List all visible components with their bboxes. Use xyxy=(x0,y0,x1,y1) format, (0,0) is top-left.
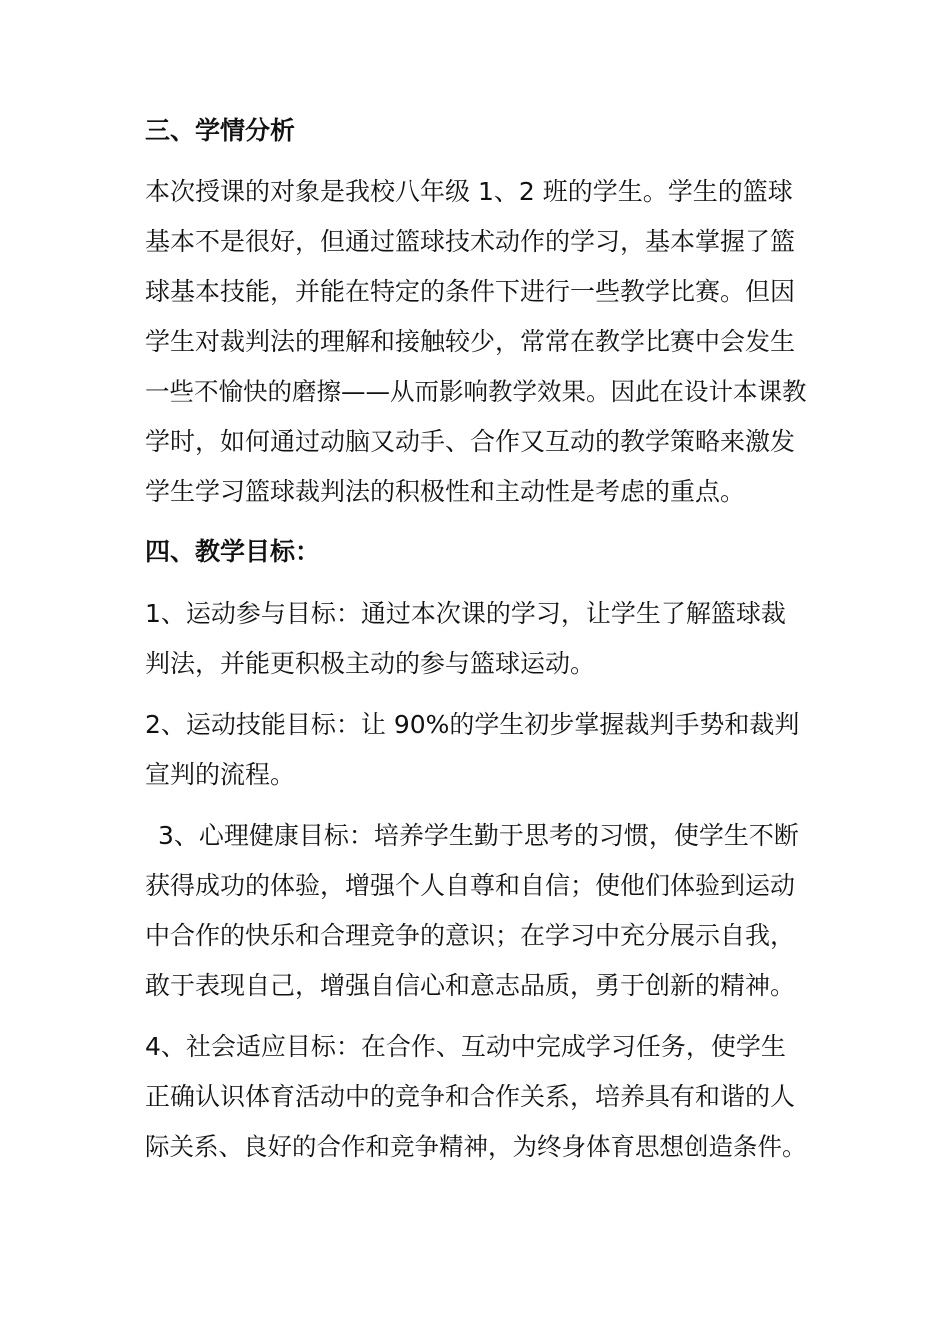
section-3-line-5: 一些不愉快的磨擦——从而影响教学效果。因此在设计本课教 xyxy=(145,377,807,406)
section-3-line-4: 学生对裁判法的理解和接触较少，常常在教学比赛中会发生 xyxy=(145,327,796,356)
goal-1-line-1: 1、运动参与目标：通过本次课的学习，让学生了解篮球裁 xyxy=(145,599,786,628)
goal-3-line-4: 敢于表现自己，增强自信心和意志品质，勇于创新的精神。 xyxy=(145,971,796,1000)
goal-2-line-1: 2、运动技能目标：让 90%的学生初步掌握裁判手势和裁判 xyxy=(145,710,800,739)
section-3-line-6: 学时，如何通过动脑又动手、合作又互动的教学策略来激发 xyxy=(145,427,796,456)
goal-4-line-3: 际关系、良好的合作和竞争精神，为终身体育思想创造条件。 xyxy=(145,1132,807,1161)
goal-3-line-2: 获得成功的体验，增强个人自尊和自信；使他们体验到运动 xyxy=(145,871,796,900)
goal-1-line-2: 判法，并能更积极主动的参与篮球运动。 xyxy=(145,649,596,678)
section-3-line-3: 球基本技能，并能在特定的条件下进行一些教学比赛。但因 xyxy=(145,277,796,306)
section-3-line-1: 本次授课的对象是我校八年级 1、2 班的学生。学生的篮球 xyxy=(145,177,793,206)
section-3-line-7: 学生学习篮球裁判法的积极性和主动性是考虑的重点。 xyxy=(145,477,746,506)
goal-4-line-2: 正确认识体育活动中的竞争和合作关系，培养具有和谐的人 xyxy=(145,1082,796,1111)
section-3-line-2: 基本不是很好，但通过篮球技术动作的学习，基本掌握了篮 xyxy=(145,227,796,256)
goal-2-line-2: 宣判的流程。 xyxy=(145,760,296,789)
goal-3-line-3: 中合作的快乐和合理竞争的意识；在学习中充分展示自我， xyxy=(145,921,796,950)
section-3-heading: 三、学情分析 xyxy=(145,116,296,145)
goal-4-line-1: 4、社会适应目标：在合作、互动中完成学习任务，使学生 xyxy=(145,1032,786,1061)
section-4-heading: 四、教学目标： xyxy=(145,537,321,566)
goal-3-line-1: 3、心理健康目标：培养学生勤于思考的习惯，使学生不断 xyxy=(158,821,799,850)
